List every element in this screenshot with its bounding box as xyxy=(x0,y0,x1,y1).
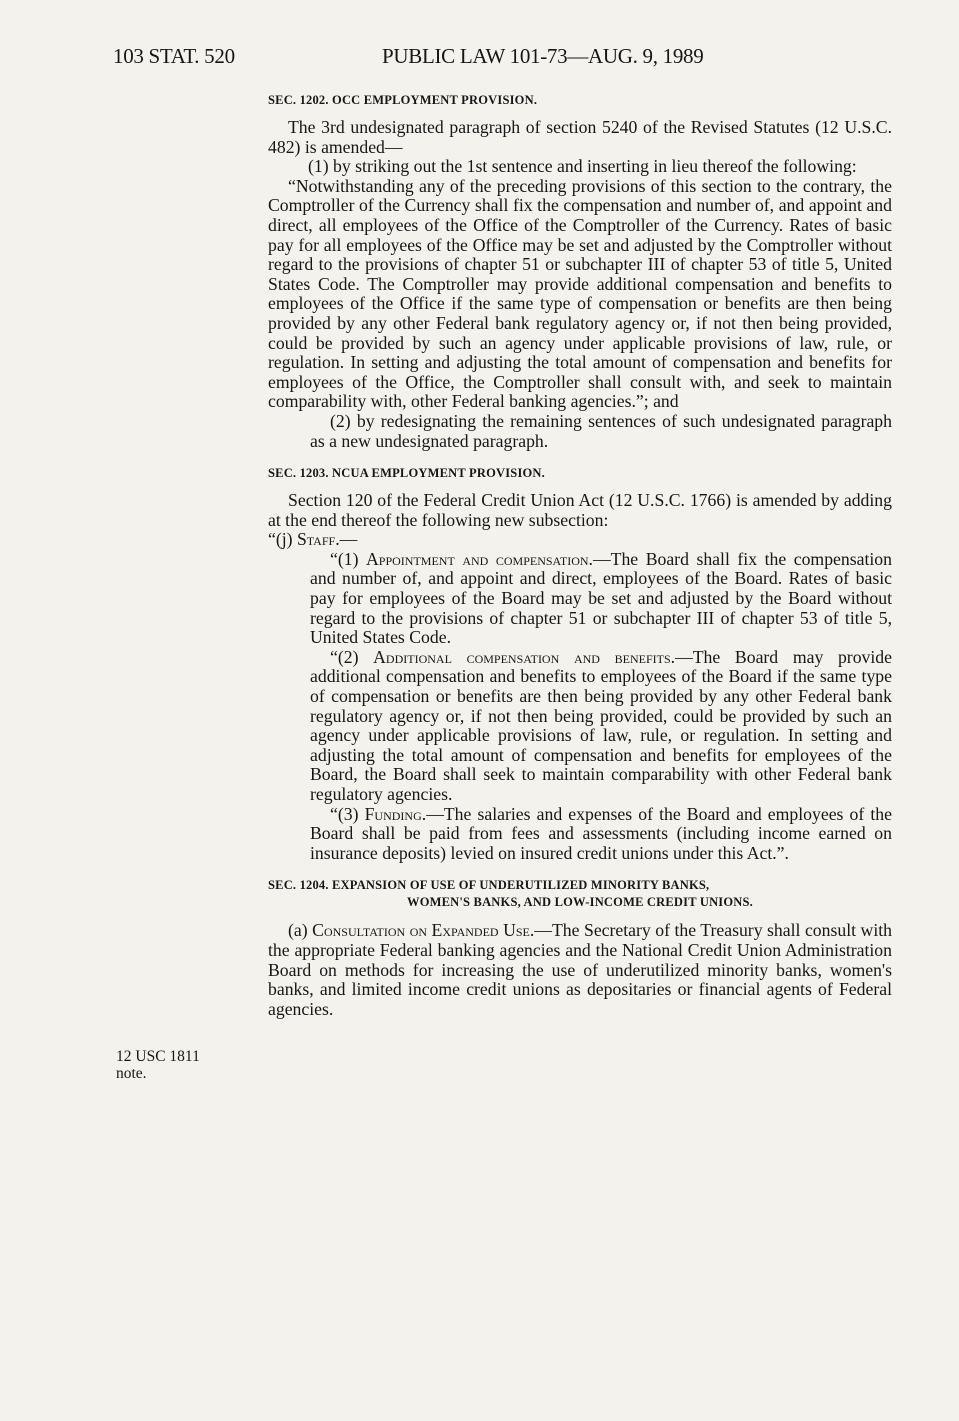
paragraph-2-open: “(2) xyxy=(330,646,374,667)
subsection-j-paragraphs xyxy=(268,550,892,864)
page-header xyxy=(113,44,773,74)
subsection-a-title: Consultation on Expanded Use xyxy=(312,920,530,941)
paragraph-1-text: .—The Board shall fix the compensation and number of, and appoint and direct, employees of the Board. Rates of basic pay for employees of the Board may be set and adjusted by the Board without regard to the provisions of chapter 51 or subchapter III of chapter 53 of title 5, United States Code. xyxy=(310,548,892,648)
section-heading-1203: SEC. 1203. NCUA EMPLOYMENT PROVISION. xyxy=(268,466,545,481)
paragraph-1-open: “(1) xyxy=(330,548,367,569)
paragraph-3-text: .—The salaries and expenses of the Board and employees of the Board shall be paid from fees and assessments (including income earned on insurance deposits) levied on insured credit unions under this Act.”. xyxy=(310,803,892,863)
paragraph-3 xyxy=(310,805,892,864)
running-title: PUBLIC LAW 101-73—AUG. 9, 1989 xyxy=(382,44,704,68)
subsection-j-dash: .— xyxy=(335,529,358,550)
paragraph-2-title: Additional compensation and benefits xyxy=(373,646,671,667)
sec1203-intro: Section 120 of the Federal Credit Union Act (12 U.S.C. 1766) is amended by adding at the end thereof the following new subsection: xyxy=(268,490,892,530)
subsection-a-text: .—The Secretary of the Treasury shall consult with the appropriate Federal banking agencies and the National Credit Union Administration Board on methods for increasing the use of underutilized minority banks, women's banks, and limited income credit unions as depositaries or financial agents of Federal agencies. xyxy=(268,920,892,1019)
paragraph-3-title: Funding xyxy=(364,803,422,824)
paragraph-2 xyxy=(310,648,892,805)
sec1202-item2: (2) by redesignating the remaining sentences of such undesignated paragraph as a new undesignated paragraph. xyxy=(310,410,892,451)
document-body xyxy=(268,92,892,1019)
sec1202-item1: (1) by striking out the 1st sentence and inserting in lieu thereof the following: xyxy=(308,156,857,177)
stat-page-number: 103 STAT. 520 xyxy=(113,44,235,68)
sec1202-quote: “Notwithstanding any of the preceding provisions of this section to the contrary, the Comptroller of the Currency shall fix the compensation and number of, and appoint and direct, all employees of the Office of the Comptroller of the Currency. Rates of basic pay for all employees of the Office may be set and adjusted by the Comptroller without regard to the provisions of chapter 51 or subchapter III of chapter 53 of title 5, United States Code. The Comptroller may provide additional compensation and benefits to employees of the Office if the same type of compensation or benefits are then being provided by any other Federal bank regulatory agency or, if not then being provided, could be provided by such an agency under applicable provisions of law, rule, or regulation. In setting and adjusting the total amount of compensation and benefits for employees of the Office, the Comptroller shall consult with, and seek to maintain comparability with, other Federal banking agencies.”; and xyxy=(268,175,892,412)
paragraph-1 xyxy=(310,550,892,648)
paragraph-1-title: Appointment and compensation xyxy=(366,548,589,569)
subsection-j-title: Staff xyxy=(296,529,336,550)
paragraph-2-text: .—The Board may provide additional compensation and benefits to employees of the Board if the same type of compensation or benefits are then being provided by any other Federal bank regulatory agency or, if not then being provided, could be provided by such an agency under applicable provisions of law, rule, or regulation. In setting and adjusting the total amount of compensation and benefits for employees of the Board, the Board shall seek to maintain comparability with other Federal bank regulatory agencies. xyxy=(310,646,892,804)
subsection-j-open: “(j) xyxy=(268,529,297,550)
section-heading-1202: SEC. 1202. OCC EMPLOYMENT PROVISION. xyxy=(268,93,538,107)
margin-note-text: 12 USC 1811 note. xyxy=(116,1048,200,1082)
paragraph-3-open: “(3) xyxy=(330,803,365,824)
section-heading-1204-line2: WOMEN'S BANKS, AND LOW-INCOME CREDIT UNIONS. xyxy=(407,895,753,910)
subsection-a-open: (a) xyxy=(288,920,313,941)
section-heading-1204-line1: SEC. 1204. EXPANSION OF USE OF UNDERUTILIZED MINORITY BANKS, xyxy=(268,878,710,893)
margin-note xyxy=(116,1048,226,1082)
sec1204-subsection-a xyxy=(268,921,892,1019)
subsection-j xyxy=(268,530,892,550)
sec1202-intro: The 3rd undesignated paragraph of section 5240 of the Revised Statutes (12 U.S.C. 482) is amended— xyxy=(268,117,892,157)
